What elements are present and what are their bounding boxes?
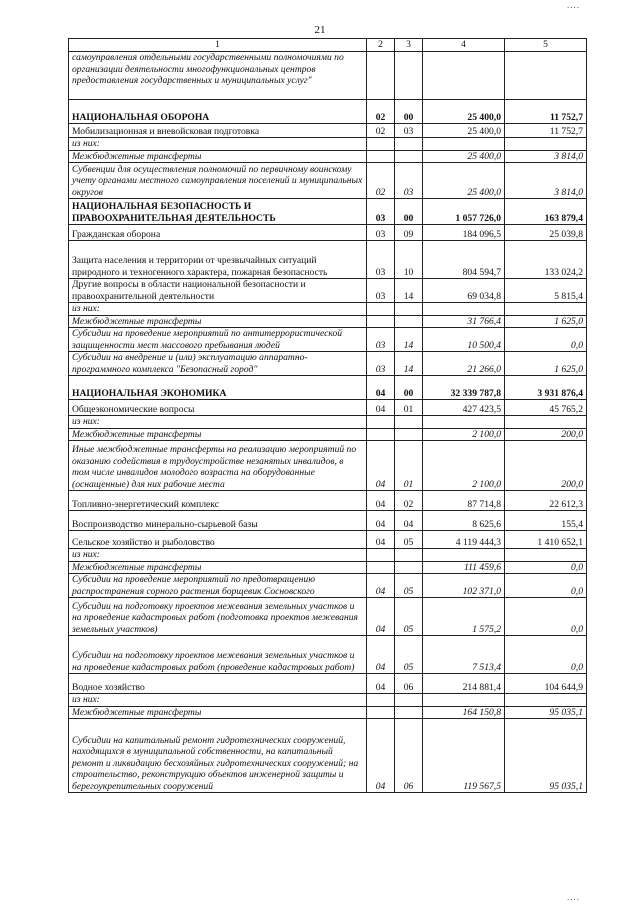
actual-amount-cell: 200,0: [505, 441, 587, 491]
subsection-code-cell: 14: [395, 328, 423, 352]
actual-amount-cell: 163 879,4: [505, 199, 587, 225]
section-code-cell: 03: [367, 225, 395, 241]
subsection-code-cell: [395, 428, 423, 441]
section-code-cell: 03: [367, 199, 395, 225]
plan-amount-cell: 214 881,4: [423, 674, 505, 694]
budget-table: [68, 38, 587, 793]
subsection-code-cell: 06: [395, 719, 423, 793]
subsection-code-cell: 01: [395, 441, 423, 491]
section-code-cell: [367, 315, 395, 328]
subsection-code-cell: [395, 694, 423, 707]
section-code-cell: 04: [367, 719, 395, 793]
plan-amount-cell: 10 500,4: [423, 328, 505, 352]
actual-amount-cell: 95 035,1: [505, 719, 587, 793]
plan-amount-cell: [423, 694, 505, 707]
subsection-code-cell: 10: [395, 241, 423, 279]
plan-amount-cell: 102 371,0: [423, 574, 505, 598]
table-row: [69, 598, 587, 636]
actual-amount-cell: 11 752,7: [505, 124, 587, 138]
table-row: [69, 241, 587, 279]
row-name-cell: Межбюджетные трансферты: [69, 428, 367, 441]
actual-amount-cell: 3 814,0: [505, 163, 587, 199]
plan-amount-cell: 184 096,5: [423, 225, 505, 241]
corner-mark-top: ....: [567, 0, 580, 10]
page-number: 21: [314, 24, 326, 36]
subsection-code-cell: 04: [395, 511, 423, 531]
table-row: [69, 225, 587, 241]
row-name-cell: Межбюджетные трансферты: [69, 150, 367, 163]
row-name-cell: из них:: [69, 549, 367, 562]
actual-amount-cell: [505, 416, 587, 429]
table-row: [69, 719, 587, 793]
plan-amount-cell: 427 423,5: [423, 400, 505, 416]
subsection-code-cell: [395, 706, 423, 719]
row-name-cell: Защита населения и территории от чрезвычайных ситуаций природного и техногенного характера, пожарная безопасность: [69, 241, 367, 279]
subsection-code-cell: 05: [395, 531, 423, 549]
actual-amount-cell: 95 035,1: [505, 706, 587, 719]
table-row: [69, 561, 587, 574]
section-code-cell: [367, 52, 395, 100]
actual-amount-cell: 0,0: [505, 561, 587, 574]
header-row: [69, 39, 587, 52]
section-code-cell: 04: [367, 531, 395, 549]
plan-amount-cell: 111 459,6: [423, 561, 505, 574]
subsection-code-cell: 03: [395, 124, 423, 138]
table-row: [69, 303, 587, 316]
row-name-cell: самоуправления отдельными государственными полномочиями по организации деятельности многофункциональных центров предоставления государственных и муниципальных услуг": [69, 52, 367, 100]
header-cell-5: 5: [505, 39, 587, 52]
header-cell-2: 2: [367, 39, 395, 52]
table-row: [69, 376, 587, 400]
actual-amount-cell: 200,0: [505, 428, 587, 441]
subsection-code-cell: 01: [395, 400, 423, 416]
plan-amount-cell: 25 400,0: [423, 150, 505, 163]
row-name-cell: Мобилизационная и вневойсковая подготовка: [69, 124, 367, 138]
section-code-cell: 04: [367, 511, 395, 531]
subsection-code-cell: 09: [395, 225, 423, 241]
section-code-cell: 03: [367, 241, 395, 279]
subsection-code-cell: 06: [395, 674, 423, 694]
plan-amount-cell: 69 034,8: [423, 279, 505, 303]
table-row: [69, 531, 587, 549]
subsection-code-cell: 05: [395, 574, 423, 598]
actual-amount-cell: 1 625,0: [505, 352, 587, 376]
row-name-cell: из них:: [69, 694, 367, 707]
section-code-cell: [367, 303, 395, 316]
actual-amount-cell: [505, 549, 587, 562]
corner-mark-bottom: ....: [567, 892, 580, 902]
row-name-cell: Субвенции для осуществления полномочий по первичному воинскому учету органами местного самоуправления поселений и муниципальных округов: [69, 163, 367, 199]
row-name-cell: из них:: [69, 138, 367, 151]
plan-amount-cell: 25 400,0: [423, 124, 505, 138]
actual-amount-cell: 0,0: [505, 328, 587, 352]
row-name-cell: Межбюджетные трансферты: [69, 561, 367, 574]
row-name-cell: Гражданская оборона: [69, 225, 367, 241]
section-code-cell: 03: [367, 279, 395, 303]
table-row: [69, 416, 587, 429]
plan-amount-cell: 87 714,8: [423, 491, 505, 511]
table-row: [69, 100, 587, 124]
plan-amount-cell: [423, 138, 505, 151]
actual-amount-cell: 104 644,9: [505, 674, 587, 694]
plan-amount-cell: [423, 303, 505, 316]
actual-amount-cell: 155,4: [505, 511, 587, 531]
subsection-code-cell: [395, 549, 423, 562]
subsection-code-cell: 14: [395, 352, 423, 376]
section-code-cell: 04: [367, 491, 395, 511]
section-code-cell: 04: [367, 400, 395, 416]
actual-amount-cell: 1 625,0: [505, 315, 587, 328]
section-code-cell: 02: [367, 124, 395, 138]
row-name-cell: из них:: [69, 416, 367, 429]
table-row: [69, 636, 587, 674]
subsection-code-cell: 00: [395, 376, 423, 400]
section-code-cell: [367, 549, 395, 562]
table-row: [69, 138, 587, 151]
table-row: [69, 150, 587, 163]
table-row: [69, 52, 587, 100]
actual-amount-cell: [505, 52, 587, 100]
row-name-cell: Топливно-энергетический комплекс: [69, 491, 367, 511]
row-name-cell: Субсидии на проведение мероприятий по антитеррористической защищенности мест массового пребывания людей: [69, 328, 367, 352]
table-row: [69, 124, 587, 138]
row-name-cell: Иные межбюджетные трансферты на реализацию мероприятий по оказанию содействия в трудоустройстве незанятых инвалидов, в том числе инвалидов молодого возраста на оборудованные (оснащенные) для них рабочие места: [69, 441, 367, 491]
actual-amount-cell: 22 612,3: [505, 491, 587, 511]
subsection-code-cell: [395, 416, 423, 429]
plan-amount-cell: 25 400,0: [423, 100, 505, 124]
section-code-cell: [367, 561, 395, 574]
table-row: [69, 328, 587, 352]
actual-amount-cell: 3 814,0: [505, 150, 587, 163]
table-row: [69, 694, 587, 707]
table-row: [69, 315, 587, 328]
row-name-cell: НАЦИОНАЛЬНАЯ БЕЗОПАСНОСТЬ И ПРАВООХРАНИТЕЛЬНАЯ ДЕЯТЕЛЬНОСТЬ: [69, 199, 367, 225]
subsection-code-cell: 05: [395, 598, 423, 636]
row-name-cell: Другие вопросы в области национальной безопасности и правоохранительной деятельности: [69, 279, 367, 303]
actual-amount-cell: 0,0: [505, 574, 587, 598]
table-body: [69, 52, 587, 793]
section-code-cell: 03: [367, 352, 395, 376]
subsection-code-cell: 00: [395, 199, 423, 225]
section-code-cell: 03: [367, 328, 395, 352]
section-code-cell: 04: [367, 598, 395, 636]
row-name-cell: Субсидии на капитальный ремонт гидротехнических сооружений, находящихся в муниципальной собственности, на капитальный ремонт и ликвидацию бесхозяйных гидротехнических сооружений; на строительство, реконструкцию объектов инженерной защиты и берегоукрепительных сооружений: [69, 719, 367, 793]
actual-amount-cell: 11 752,7: [505, 100, 587, 124]
table-row: [69, 400, 587, 416]
plan-amount-cell: 2 100,0: [423, 428, 505, 441]
plan-amount-cell: 21 266,0: [423, 352, 505, 376]
actual-amount-cell: 133 024,2: [505, 241, 587, 279]
row-name-cell: НАЦИОНАЛЬНАЯ ОБОРОНА: [69, 100, 367, 124]
section-code-cell: 04: [367, 441, 395, 491]
table-row: [69, 674, 587, 694]
subsection-code-cell: [395, 52, 423, 100]
subsection-code-cell: [395, 315, 423, 328]
plan-amount-cell: 8 625,6: [423, 511, 505, 531]
actual-amount-cell: [505, 138, 587, 151]
subsection-code-cell: [395, 138, 423, 151]
actual-amount-cell: 3 931 876,4: [505, 376, 587, 400]
table-row: [69, 428, 587, 441]
plan-amount-cell: 119 567,5: [423, 719, 505, 793]
section-code-cell: [367, 416, 395, 429]
header-cell-3: 3: [395, 39, 423, 52]
row-name-cell: из них:: [69, 303, 367, 316]
section-code-cell: 04: [367, 574, 395, 598]
subsection-code-cell: 03: [395, 163, 423, 199]
section-code-cell: [367, 150, 395, 163]
row-name-cell: Воспроизводство минерально-сырьевой базы: [69, 511, 367, 531]
section-code-cell: [367, 706, 395, 719]
section-code-cell: 04: [367, 376, 395, 400]
plan-amount-cell: [423, 52, 505, 100]
row-name-cell: Субсидии на подготовку проектов межевания земельных участков и на проведение кадастровых работ (подготовка проектов межевания земельных участков): [69, 598, 367, 636]
subsection-code-cell: 02: [395, 491, 423, 511]
actual-amount-cell: [505, 694, 587, 707]
actual-amount-cell: 1 410 652,1: [505, 531, 587, 549]
actual-amount-cell: 0,0: [505, 598, 587, 636]
section-code-cell: 02: [367, 100, 395, 124]
plan-amount-cell: [423, 549, 505, 562]
table-row: [69, 163, 587, 199]
table-row: [69, 491, 587, 511]
row-name-cell: Межбюджетные трансферты: [69, 315, 367, 328]
actual-amount-cell: 5 815,4: [505, 279, 587, 303]
section-code-cell: 04: [367, 636, 395, 674]
row-name-cell: Водное хозяйство: [69, 674, 367, 694]
row-name-cell: Межбюджетные трансферты: [69, 706, 367, 719]
section-code-cell: 02: [367, 163, 395, 199]
row-name-cell: Сельское хозяйство и рыболовство: [69, 531, 367, 549]
row-name-cell: Общеэкономические вопросы: [69, 400, 367, 416]
plan-amount-cell: 25 400,0: [423, 163, 505, 199]
actual-amount-cell: [505, 303, 587, 316]
section-code-cell: [367, 694, 395, 707]
plan-amount-cell: 4 119 444,3: [423, 531, 505, 549]
plan-amount-cell: [423, 416, 505, 429]
row-name-cell: НАЦИОНАЛЬНАЯ ЭКОНОМИКА: [69, 376, 367, 400]
plan-amount-cell: 31 766,4: [423, 315, 505, 328]
subsection-code-cell: 05: [395, 636, 423, 674]
actual-amount-cell: 0,0: [505, 636, 587, 674]
table-row: [69, 199, 587, 225]
subsection-code-cell: [395, 561, 423, 574]
table-row: [69, 279, 587, 303]
subsection-code-cell: 14: [395, 279, 423, 303]
actual-amount-cell: 45 765,2: [505, 400, 587, 416]
section-code-cell: 04: [367, 674, 395, 694]
row-name-cell: Субсидии на подготовку проектов межевания земельных участков и на проведение кадастровых работ (проведение кадастровых работ): [69, 636, 367, 674]
plan-amount-cell: 32 339 787,8: [423, 376, 505, 400]
table-row: [69, 352, 587, 376]
row-name-cell: Субсидии на внедрение и (или) эксплуатацию аппаратно-программного комплекса "Безопасный город": [69, 352, 367, 376]
plan-amount-cell: 7 513,4: [423, 636, 505, 674]
table-row: [69, 706, 587, 719]
plan-amount-cell: 1 575,2: [423, 598, 505, 636]
plan-amount-cell: 164 150,8: [423, 706, 505, 719]
subsection-code-cell: [395, 150, 423, 163]
table-row: [69, 511, 587, 531]
section-code-cell: [367, 138, 395, 151]
table-row: [69, 441, 587, 491]
plan-amount-cell: 2 100,0: [423, 441, 505, 491]
plan-amount-cell: 1 057 726,0: [423, 199, 505, 225]
header-cell-4: 4: [423, 39, 505, 52]
row-name-cell: Субсидии на проведение мероприятий по предотвращению распространения сорного растения борщевик Сосновского: [69, 574, 367, 598]
plan-amount-cell: 804 594,7: [423, 241, 505, 279]
header-cell-1: 1: [69, 39, 367, 52]
subsection-code-cell: 00: [395, 100, 423, 124]
section-code-cell: [367, 428, 395, 441]
actual-amount-cell: 25 039,8: [505, 225, 587, 241]
subsection-code-cell: [395, 303, 423, 316]
table-row: [69, 549, 587, 562]
table-row: [69, 574, 587, 598]
